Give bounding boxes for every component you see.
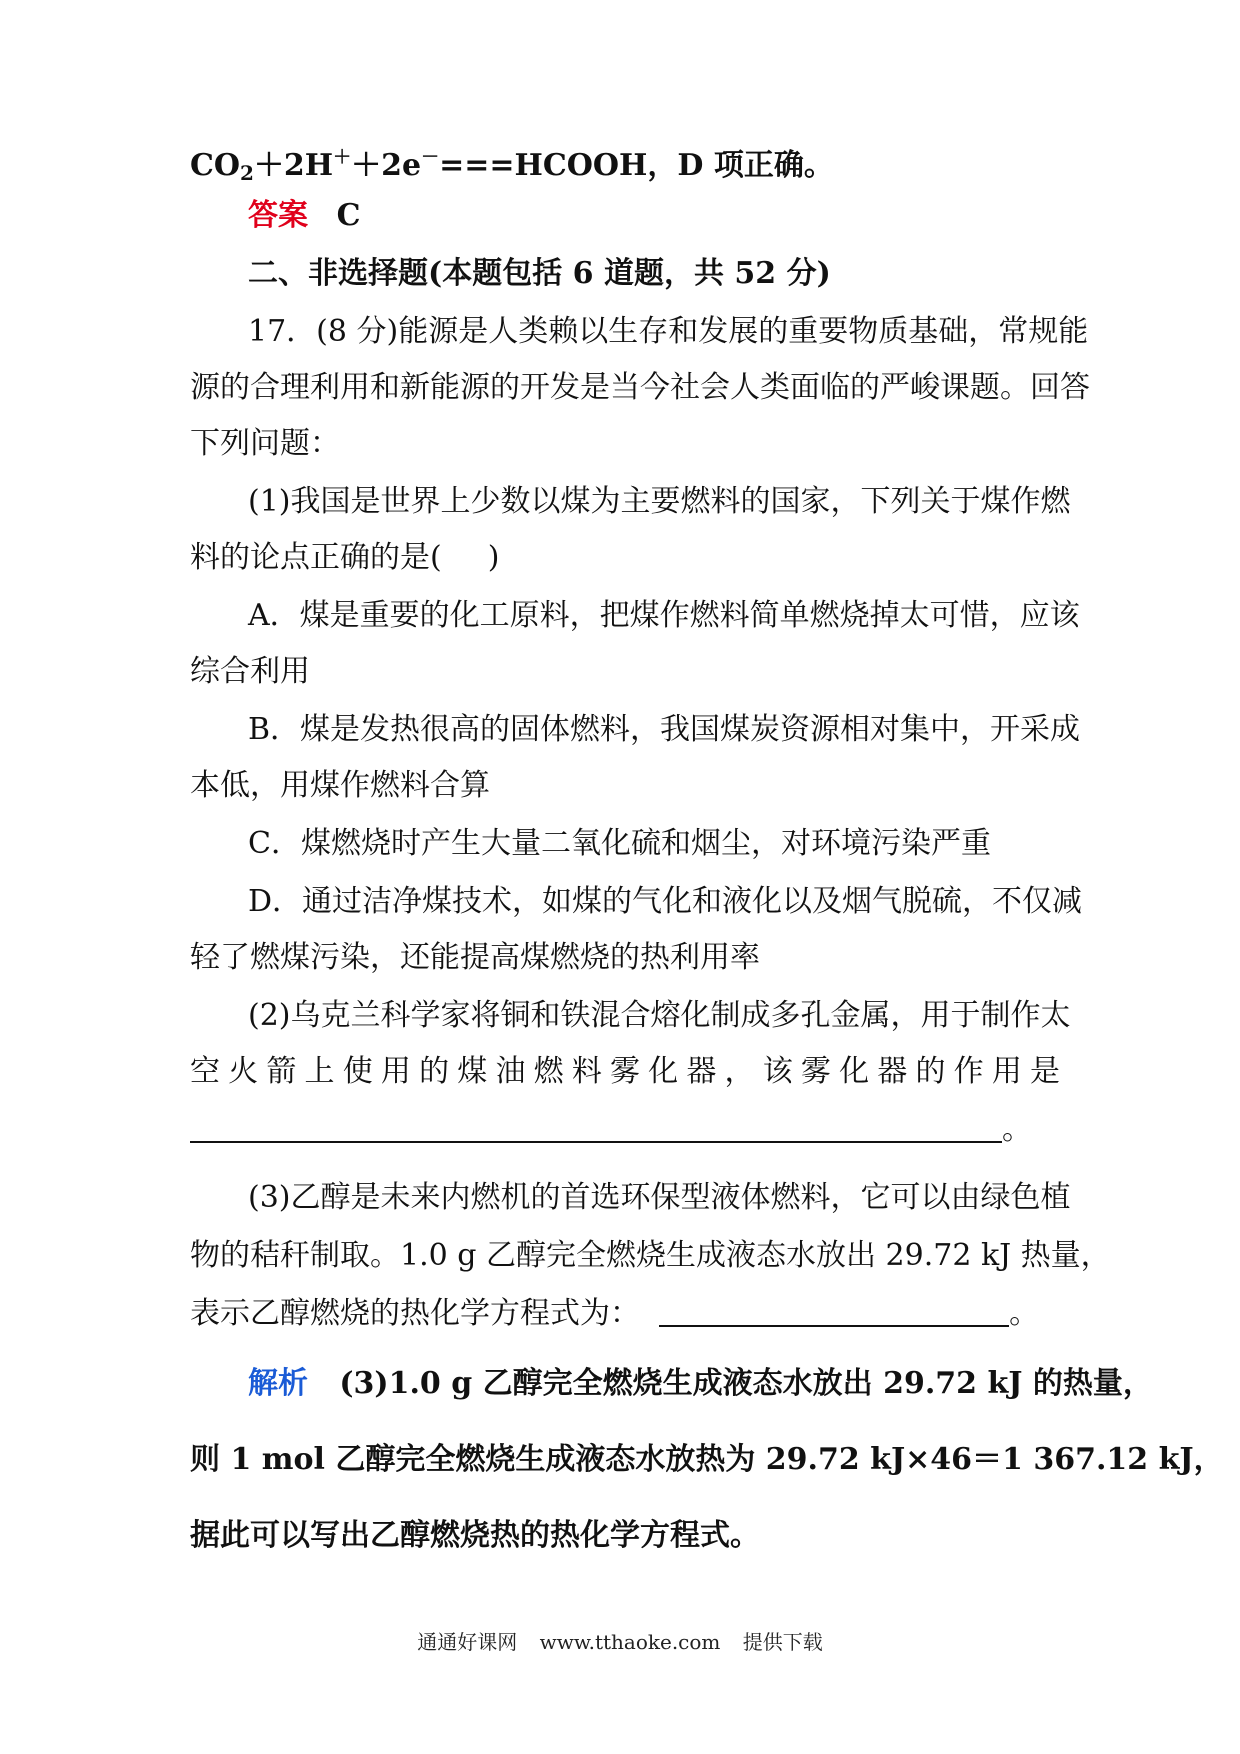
- analysis-label: 解析: [248, 1366, 308, 1401]
- footer-url[interactable]: www.tthaoke.com: [539, 1630, 721, 1654]
- part-1-text: 料的论点正确的是(: [190, 540, 442, 575]
- fill-blank-mid: [659, 1295, 1009, 1327]
- eq-result: ===HCOOH，D 项正确。: [439, 148, 834, 183]
- footer-tail: 提供下载: [742, 1630, 823, 1654]
- eq-co: CO: [190, 148, 241, 183]
- eq-2e: ＋2e: [351, 148, 422, 183]
- option-a-line-1: A．煤是重要的化工原料，把煤作燃料简单燃烧掉太可惜，应该: [248, 598, 1080, 633]
- question-17-line-2: 源的合理利用和新能源的开发是当今社会人类面临的严峻课题。回答: [190, 370, 1090, 405]
- analysis-text-1: (3)1.0 g 乙醇完全燃烧生成液态水放出 29.72 kJ 的热量，: [339, 1366, 1153, 1401]
- analysis-line-3: 据此可以写出乙醇燃烧热的热化学方程式。: [190, 1518, 760, 1553]
- question-17-line-3: 下列问题：: [190, 426, 340, 461]
- answer-label: 答案: [248, 198, 308, 233]
- part-1-close-paren: ): [487, 540, 500, 575]
- part-3-line-2: 物的秸秆制取。1.0 g 乙醇完全燃烧生成液态水放出 29.72 kJ 热量，: [190, 1238, 1111, 1273]
- part-3-line-3: [190, 1294, 1060, 1334]
- eq-2h: ＋2H: [253, 148, 334, 183]
- part-2-line-2: 空火箭上使用的煤油燃料雾化器，该雾化器的作用是: [190, 1054, 1060, 1089]
- eq-sup-minus: －: [421, 147, 440, 168]
- option-d-line-1: D．通过洁净煤技术，如煤的气化和液化以及烟气脱硫，不仅减: [248, 884, 1083, 919]
- question-17-line-1: 17．(8 分)能源是人类赖以生存和发展的重要物质基础，常规能: [248, 314, 1089, 349]
- footer-site-name: 通通好课网: [417, 1630, 518, 1654]
- part-1-line-2: [190, 538, 1060, 578]
- part-1-line-1: (1)我国是世界上少数以煤为主要燃料的国家，下列关于煤作燃: [248, 484, 1071, 519]
- analysis-line-2: 则 1 mol 乙醇完全燃烧生成液态水放热为 29.72 kJ×46＝1 367.12 kJ，: [190, 1442, 1224, 1477]
- option-b-line-1: B．煤是发热很高的固体燃料，我国煤炭资源相对集中，开采成: [248, 712, 1081, 747]
- equation-line: [190, 138, 1060, 193]
- page-footer: [0, 1628, 1240, 1656]
- fill-blank-long: [190, 1111, 1002, 1143]
- analysis-line-1: [248, 1364, 1153, 1404]
- option-b-line-2: 本低，用煤作燃料合算: [190, 768, 490, 803]
- part-3-line-1: (3)乙醇是未来内燃机的首选环保型液体燃料，它可以由绿色植: [248, 1180, 1071, 1215]
- answer-line: [248, 196, 1060, 236]
- part-3-text: 表示乙醇燃烧的热化学方程式为：: [190, 1296, 640, 1331]
- eq-sub-2: 2: [240, 161, 254, 185]
- part-2-line-1: (2)乌克兰科学家将铜和铁混合熔化制成多孔金属，用于制作太: [248, 998, 1071, 1033]
- option-d-line-2: 轻了燃煤污染，还能提高煤燃烧的热利用率: [190, 940, 760, 975]
- part-3-period: 。: [1009, 1296, 1040, 1331]
- part-2-line-3: [190, 1110, 1060, 1150]
- section-heading: 二、非选择题(本题包括 6 道题，共 52 分): [248, 256, 831, 291]
- option-a-line-2: 综合利用: [190, 654, 310, 689]
- part-2-period: 。: [1002, 1112, 1032, 1147]
- eq-sup-plus: ＋: [333, 147, 352, 168]
- option-c: C．煤燃烧时产生大量二氧化硫和烟尘，对环境污染严重: [248, 826, 991, 861]
- answer-value: C: [336, 198, 361, 233]
